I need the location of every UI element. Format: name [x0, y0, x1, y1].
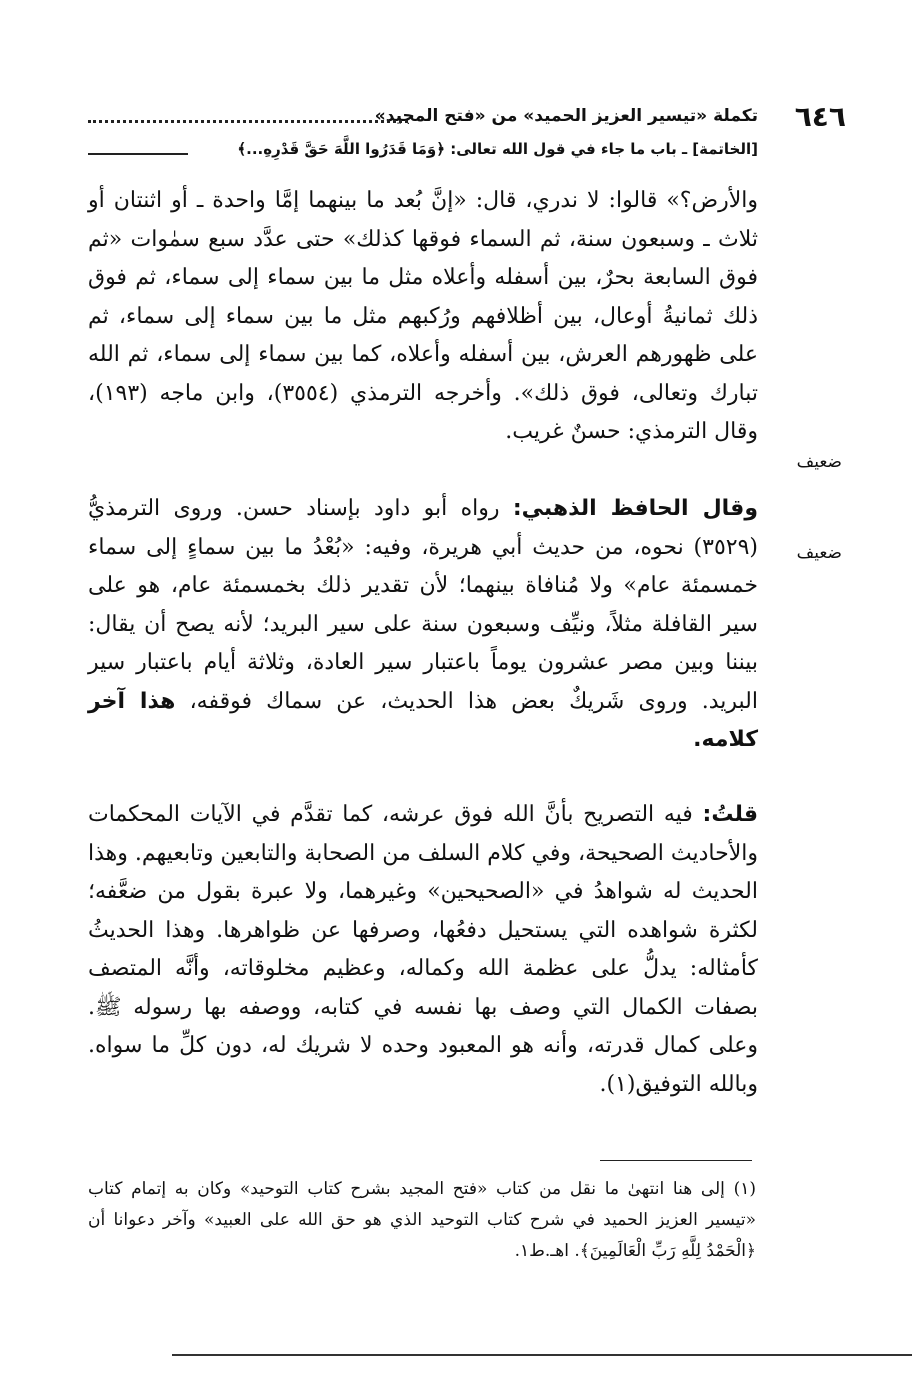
page-number: ٦٤٦ — [794, 100, 846, 133]
header-dotted-leader — [88, 120, 408, 123]
chapter-title: [الخاتمة] ـ باب ما جاء في قول الله تعالى: ﴿وَمَا قَدَرُوا اللَّهَ حَقَّ قَدْرِهِ...﴾ — [237, 140, 758, 158]
running-header — [88, 100, 846, 136]
paragraph-3-lead: قلتُ: — [702, 802, 759, 827]
paragraph-2 — [88, 490, 758, 760]
header-rule — [88, 153, 188, 155]
running-title: تكملة «تيسير العزيز الحميد» من «فتح المجيد» — [374, 106, 758, 126]
footnote-separator — [600, 1160, 752, 1161]
chapter-header — [88, 140, 758, 168]
paragraph-2-tail: هذا آخر كلامه. — [88, 688, 758, 752]
paragraph-3-body: فيه التصريح بأنَّ الله فوق عرشه، كما تقدَّم في الآيات المحكمات والأحاديث الصحيحة، وفي كلام السلف من الصحابة والتابعين وتابعيهم. وهذا الحديث له شواهدُ في «الصحيحين» وغيرهما، ولا عبرة بقول من ضعَّفه؛ لكثرة شواهده التي يستحيل دفعُها، وصرفها عن ظواهرها. وهذا الحديثُ كأمثاله: يدلُّ على عظمة الله وكماله، وعظيم مخلوقاته، وأنَّه المتصف بصفات الكمال التي وصف بها نفسه في كتابه، ووصفه بها رسوله ﷺ. وعلى كمال قدرته، وأنه هو المعبود وحده لا شريك له، دون كلِّ ما سواه. وبالله التوفيق(١). — [88, 802, 758, 1097]
paragraph-2-body: رواه أبو داود بإسناد حسن. وروى الترمذيُّ (٣٥٢٩) نحوه، من حديث أبي هريرة، وفيه: «بُعْدُ ما بين سماءٍ إلى سماء خمسمئة عام» ولا مُنافاة بينهما؛ لأن تقدير ذلك بخمسمئة عام، هو على سير القافلة مثلاً، ونيِّف وسبعون سنة على سير البريد؛ لأنه يصح أن يقال: بيننا وبين مصر عشرون يوماً باعتبار سير العادة، وثلاثة أيام باعتبار سير البريد. وروى شَريكٌ بعض هذا الحديث، عن سماك فوقفه، — [88, 496, 758, 714]
page-bottom-rule — [172, 1354, 912, 1356]
margin-note-weak-2: ضعيف — [796, 543, 842, 563]
paragraph-3 — [88, 796, 758, 1104]
footnote-1: (١) إلى هنا انتهىٰ ما نقل من كتاب «فتح المجيد بشرح كتاب التوحيد» وكان به إتمام كتاب «تيسير العزيز الحميد في شرح كتاب التوحيد الذي هو حق الله على العبيد» وآخر دعوانا أن ﴿الْحَمْدُ لِلَّهِ رَبِّ الْعَالَمِينَ﴾. اهـ.ط١. — [88, 1179, 756, 1261]
paragraph-2-lead: وقال الحافظ الذهبي: — [512, 496, 758, 521]
paragraph-1: والأرض؟» قالوا: لا ندري، قال: «إنَّ بُعد ما بينهما إمَّا واحدة ـ أو اثنتان أو ثلاث ـ وسبعون سنة، ثم السماء فوقها كذلك» حتى عدَّد سبع سمٰوات «ثم فوق السابعة بحرٌ، بين أسفله وأعلاه مثل ما بين سماء إلى سماء، ثم فوق ذلك ثمانيةُ أوعال، بين أظلافهم ورُكبهم مثل ما بين سماء إلى سماء، ثم على ظهورهم العرش، بين أسفله وأعلاه، كما بين سماء إلى سماء، ثم الله تبارك وتعالى، فوق ذلك». وأخرجه الترمذي (٣٥٥٤)، وابن ماجه (١٩٣)، وقال الترمذي: حسنٌ غريب. — [88, 188, 758, 444]
margin-note-weak-1: ضعيف — [796, 452, 842, 472]
